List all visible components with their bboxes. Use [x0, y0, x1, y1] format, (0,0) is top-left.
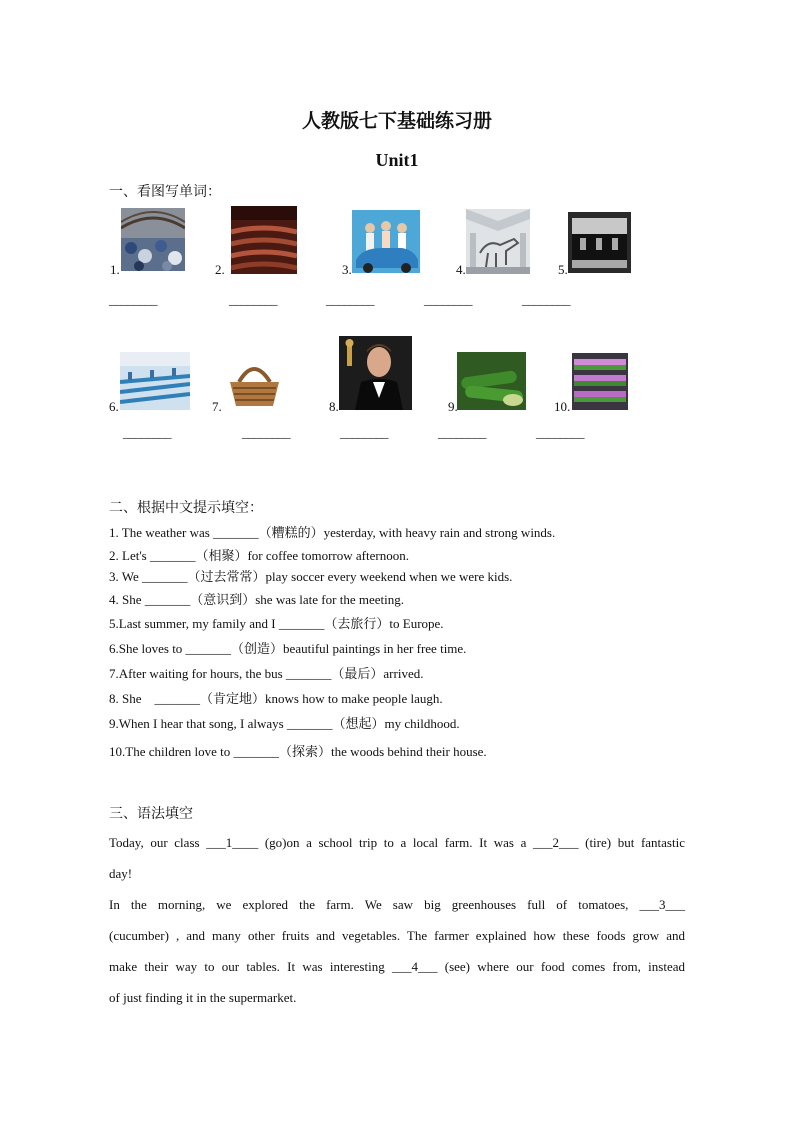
item-8-number: 8.: [329, 399, 339, 414]
question-8: 8. She _______（肯定地）knows how to make people laugh.: [109, 691, 443, 706]
passage-text: (tire) but fantastic: [578, 835, 685, 850]
section2-heading: 二、根据中文提示填空：: [109, 501, 263, 516]
passage-paragraph-1: [109, 827, 685, 889]
question-2: 2. Let's _______（相聚）for coffee tomorrow afternoon.: [109, 548, 409, 563]
passage-text: of just finding it in the supermarket.: [109, 990, 297, 1005]
factory-line-icon: [120, 352, 190, 410]
grammar-blank-2[interactable]: ___2___: [532, 835, 579, 850]
item-6-number: 6.: [109, 399, 119, 414]
vertical-farm-icon: [572, 353, 628, 410]
question-3: 3. We _______（过去常常）play soccer every weekend when we were kids.: [109, 569, 513, 584]
page-title: 人教版七下基础练习册: [301, 111, 492, 132]
passage-line: [109, 951, 685, 982]
section3-heading: 三、语法填空: [109, 807, 193, 822]
passage-text: Today, our class: [109, 835, 207, 850]
passage-text: (go)on a school trip to a local farm. It was a: [258, 835, 533, 850]
passage-line: [109, 889, 685, 920]
grammar-blank-1[interactable]: ___1____: [206, 835, 259, 850]
passage-line: [109, 982, 685, 1013]
question-6: 6.She loves to _______（创造）beautiful paintings in her free time.: [109, 641, 467, 656]
question-7: 7.After waiting for hours, the bus _______（最后）arrived.: [109, 666, 424, 681]
item-2-number: 2.: [215, 262, 225, 277]
passage-text: (see) where our food comes from, instead: [437, 959, 685, 974]
answer-blank-6[interactable]: ________: [123, 425, 171, 440]
passage-text: day!: [109, 866, 133, 881]
answer-blank-2[interactable]: ________: [229, 292, 277, 307]
item-7-number: 7.: [212, 399, 222, 414]
answer-blank-8[interactable]: ________: [340, 425, 388, 440]
grammar-blank-3[interactable]: ___3___: [639, 897, 685, 912]
question-10: 10.The children love to _______（探索）the woods behind their house.: [109, 744, 487, 759]
section1-heading: 一、看图写单词：: [109, 185, 221, 200]
item-1-number: 1.: [110, 262, 120, 277]
passage-text: (cucumber) , and many other fruits and vegetables. The farmer explained how these foods grow and: [109, 928, 685, 943]
basket-icon: [227, 358, 282, 411]
cucumbers-icon: [457, 352, 526, 410]
answer-blank-3[interactable]: ________: [326, 292, 374, 307]
passage-text: make their way to our tables. It was interesting: [109, 959, 392, 974]
item-5-number: 5.: [558, 262, 568, 277]
passage-text: In the morning, we explored the farm. We saw big greenhouses full of tomatoes,: [109, 897, 640, 912]
theater-seats-icon: [231, 206, 297, 274]
passage-paragraph-2: [109, 889, 685, 1013]
item-4-number: 4.: [456, 262, 466, 277]
item-3-number: 3.: [342, 262, 352, 277]
question-4: 4. She _______（意识到）she was late for the meeting.: [109, 592, 404, 607]
question-9: 9.When I hear that song, I always _______（想起）my childhood.: [109, 716, 460, 731]
unit-title: Unit1: [375, 150, 419, 170]
item-10-number: 10.: [554, 399, 571, 414]
answer-blank-10[interactable]: ________: [536, 425, 584, 440]
passage-line: [109, 858, 685, 889]
question-1: 1. The weather was _______（糟糕的）yesterday, with heavy rain and strong winds.: [109, 525, 556, 540]
coffee-machine-icon: [568, 212, 631, 273]
answer-blank-1[interactable]: ________: [109, 292, 157, 307]
garbage-pile-icon: [121, 208, 185, 271]
passage-line: [109, 920, 685, 951]
grammar-blank-4[interactable]: ___4___: [391, 959, 438, 974]
museum-dinosaur-icon: [466, 209, 530, 274]
answer-blank-9[interactable]: ________: [438, 425, 486, 440]
question-5: 5.Last summer, my family and I _______（去旅行）to Europe.: [109, 616, 444, 631]
passage-line: [109, 827, 685, 858]
actor-trophy-icon: [339, 336, 412, 410]
answer-blank-5[interactable]: ________: [522, 292, 570, 307]
people-on-car-icon: [352, 210, 420, 273]
answer-blank-4[interactable]: ________: [424, 292, 472, 307]
item-9-number: 9.: [448, 399, 458, 414]
answer-blank-7[interactable]: ________: [242, 425, 290, 440]
